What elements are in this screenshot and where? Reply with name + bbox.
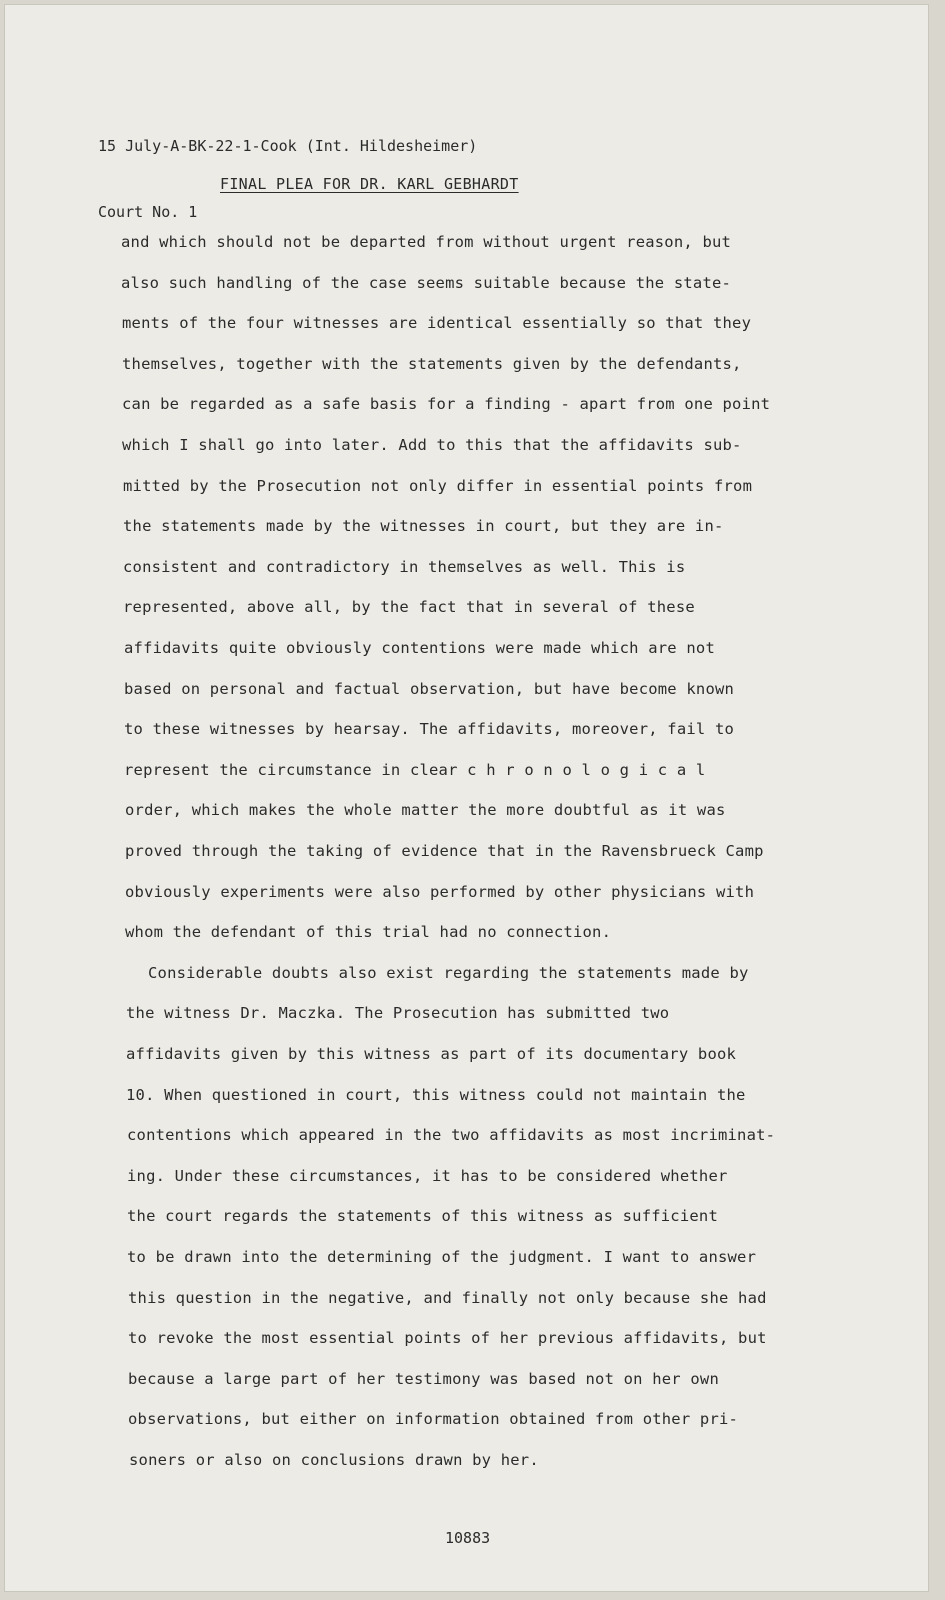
body-text-line: also such handling of the case seems suitable because the state- (121, 274, 732, 292)
page-number: 10883 (445, 1529, 491, 1547)
body-text-line: themselves, together with the statements given by the defendants, (122, 355, 742, 373)
header-reference-line: 15 July-A-BK-22-1-Cook (Int. Hildesheimer) (98, 137, 478, 155)
body-text-line: obviously experiments were also performed by other physicians with (125, 883, 755, 901)
body-text-line: 10. When questioned in court, this witness could not maintain the (126, 1086, 746, 1104)
body-text-line: the court regards the statements of this witness as sufficient (127, 1207, 718, 1225)
body-text-line: affidavits quite obviously contentions were made which are not (124, 639, 715, 657)
body-text-line: to revoke the most essential points of her previous affidavits, but (128, 1329, 767, 1347)
body-text-line: ing. Under these circumstances, it has to be considered whether (127, 1167, 728, 1185)
body-text-line: represent the circumstance in clear c h r o n o l o g i c a l (124, 761, 706, 779)
body-text-line: consistent and contradictory in themselves as well. This is (123, 558, 686, 576)
body-text-line: to be drawn into the determining of the judgment. I want to answer (127, 1248, 757, 1266)
body-text-line: Considerable doubts also exist regarding the statements made by (148, 964, 749, 982)
body-text-line: can be regarded as a safe basis for a finding - apart from one point (122, 395, 771, 413)
header-court-line: Court No. 1 (98, 203, 198, 221)
document-page (4, 4, 929, 1592)
body-text-line: whom the defendant of this trial had no connection. (125, 923, 612, 941)
body-text-line: and which should not be departed from without urgent reason, but (121, 233, 732, 251)
body-text-line: the statements made by the witnesses in court, but they are in- (123, 517, 724, 535)
body-text-line: mitted by the Prosecution not only differ in essential points from (123, 477, 753, 495)
document-title: FINAL PLEA FOR DR. KARL GEBHARDT (220, 175, 519, 193)
body-text-line: represented, above all, by the fact that in several of these (123, 598, 695, 616)
body-text-line: which I shall go into later. Add to this that the affidavits sub- (122, 436, 742, 454)
body-text-line: soners or also on conclusions drawn by her. (129, 1451, 539, 1469)
body-text-line: the witness Dr. Maczka. The Prosecution has submitted two (126, 1004, 670, 1022)
body-text-line: to these witnesses by hearsay. The affidavits, moreover, fail to (124, 720, 735, 738)
body-text-line: this question in the negative, and finally not only because she had (128, 1289, 767, 1307)
body-text-line: contentions which appeared in the two affidavits as most incriminat- (127, 1126, 776, 1144)
body-text-line: affidavits given by this witness as part of its documentary book (126, 1045, 737, 1063)
body-text-line: proved through the taking of evidence that in the Ravensbrueck Camp (125, 842, 764, 860)
body-text-line: order, which makes the whole matter the more doubtful as it was (125, 801, 726, 819)
body-text-line: because a large part of her testimony was based not on her own (128, 1370, 719, 1388)
body-text-line: ments of the four witnesses are identical essentially so that they (122, 314, 752, 332)
body-text-line: observations, but either on information obtained from other pri- (128, 1410, 739, 1428)
body-text-line: based on personal and factual observation, but have become known (124, 680, 735, 698)
